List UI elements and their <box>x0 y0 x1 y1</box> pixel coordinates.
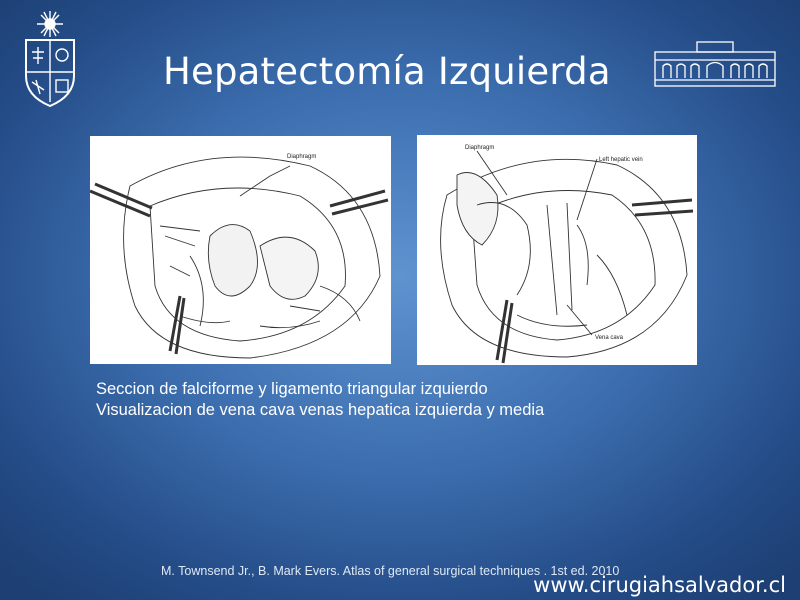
building-facade-icon <box>653 40 777 90</box>
surgical-drawing-1 <box>90 136 391 364</box>
surgical-illustration-1 <box>90 136 391 364</box>
figure2-label-2: Vena cava <box>595 335 624 341</box>
figure2-label-0: Diaphragm <box>465 145 495 151</box>
caption-line-2: Visualizacion de vena cava venas hepatica izquierda y media <box>96 401 545 419</box>
surgical-illustration-2 <box>417 135 697 365</box>
website-url: www.cirugiahsalvador.cl <box>533 573 786 597</box>
university-crest-icon <box>18 10 82 110</box>
caption-line-1: Seccion de falciforme y ligamento triangular izquierdo <box>96 380 488 398</box>
figure1-label-0: Diaphragm <box>287 154 317 160</box>
surgical-drawing-2 <box>417 135 697 365</box>
slide-caption <box>96 379 544 421</box>
slide-title: Hepatectomía Izquierda <box>163 50 611 93</box>
citation: M. Townsend Jr., B. Mark Evers. Atlas of general surgical techniques . 1st ed. 2010 <box>161 564 620 578</box>
figure2-label-1: Left hepatic vein <box>599 157 643 163</box>
